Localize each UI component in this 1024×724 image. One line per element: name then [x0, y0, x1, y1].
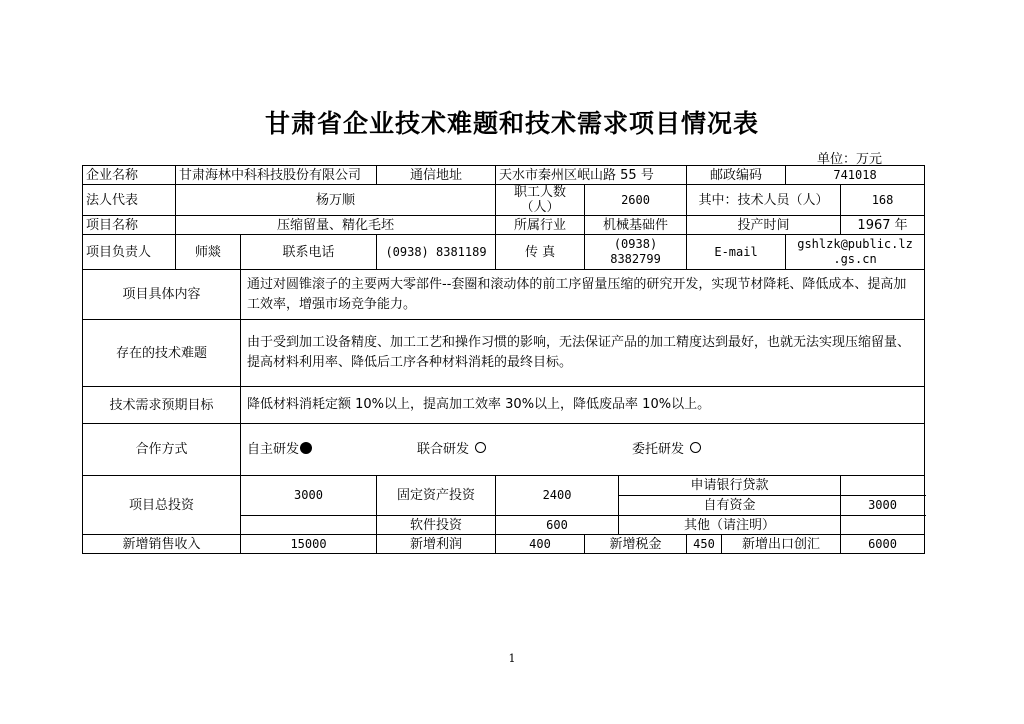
table-row [83, 320, 925, 387]
filled-circle-icon [300, 442, 312, 454]
bank-loan-label: 申请银行贷款 [619, 476, 841, 496]
software-investment-label: 软件投资 [377, 516, 496, 535]
new-sales-label: 新增销售收入 [83, 535, 241, 554]
cooperation-label: 合作方式 [83, 424, 241, 476]
table-row [83, 270, 925, 320]
project-name-value: 压缩留量、精化毛坯 [176, 216, 496, 235]
industry-value: 机械基础件 [585, 216, 687, 235]
empty-circle-icon [690, 442, 701, 453]
tech-staff-value: 168 [841, 185, 925, 216]
fax-label: 传 真 [496, 235, 585, 270]
tech-difficulty-text: 由于受到加工设备精度、加工工艺和操作习惯的影响，无法保证产品的加工精度达到最好，也就无法实现压缩留量、提高材料利用率、降低后工序各种材料消耗的最终目标。 [241, 320, 925, 387]
own-funds-value: 3000 [841, 496, 925, 516]
bank-loan-value [841, 476, 925, 496]
total-investment-value: 3000 [241, 476, 377, 516]
table-row [83, 216, 925, 235]
address-label: 通信地址 [377, 166, 496, 185]
option-self-rd[interactable] [247, 440, 417, 460]
project-name-label: 项目名称 [83, 216, 176, 235]
total-investment-label: 项目总投资 [83, 476, 241, 535]
other-label: 其他（请注明） [619, 516, 841, 535]
table-row [83, 166, 925, 185]
expected-goal-label: 技术需求预期目标 [83, 387, 241, 424]
staff-count-label: 职工人数（人） [496, 185, 585, 216]
legal-rep-value: 杨万顺 [176, 185, 496, 216]
other-value [841, 516, 925, 535]
unit-label: 单位：万元 [817, 152, 883, 167]
email-value-line2: .gs.cn [833, 252, 877, 266]
staff-count-value: 2600 [585, 185, 687, 216]
fixed-assets-value: 2400 [496, 476, 619, 516]
start-time-label: 投产时间 [687, 216, 841, 235]
email-value-line1: gshlzk@public.lz [797, 237, 913, 251]
form-title: 甘肃省企业技术难题和技术需求项目情况表 [264, 109, 759, 138]
new-profit-value: 400 [496, 535, 585, 554]
table-row [83, 185, 925, 216]
phone-label: 联系电话 [241, 235, 377, 270]
option-entrusted-rd[interactable] [632, 440, 701, 460]
postcode-label: 邮政编码 [687, 166, 786, 185]
option-self-rd-label: 自主研发 [247, 441, 300, 457]
fax-value-line2: 8382799 [610, 252, 661, 266]
new-export-label: 新增出口创汇 [722, 535, 841, 554]
tech-difficulty-label: 存在的技术难题 [83, 320, 241, 387]
industry-label: 所属行业 [496, 216, 585, 235]
start-time-value: 1967 年 [841, 216, 925, 235]
table-row [83, 535, 925, 554]
tech-staff-label: 其中：技术人员（人） [687, 185, 841, 216]
option-joint-rd[interactable] [417, 440, 632, 460]
phone-value: (0938) 8381189 [377, 235, 496, 270]
new-sales-value: 15000 [241, 535, 377, 554]
own-funds-label: 自有资金 [619, 496, 841, 516]
email-label: E-mail [687, 235, 786, 270]
legal-rep-label: 法人代表 [83, 185, 176, 216]
project-content-text: 通过对圆锥滚子的主要两大零部件--套圈和滚动体的前工序留量压缩的研究开发，实现节材降耗、降低成本、提高加工效率，增强市场竞争能力。 [241, 270, 925, 320]
project-leader-label: 项目负责人 [83, 235, 176, 270]
email-value [786, 235, 925, 270]
project-info-table [82, 165, 925, 554]
fax-value [585, 235, 687, 270]
fixed-assets-label: 固定资产投资 [377, 476, 496, 516]
cooperation-options [241, 424, 925, 476]
empty-circle-icon [475, 442, 486, 453]
new-profit-label: 新增利润 [377, 535, 496, 554]
expected-goal-text: 降低材料消耗定额 10%以上，提高加工效率 30%以上，降低废品率 10%以上。 [241, 387, 925, 424]
new-tax-label: 新增税金 [585, 535, 687, 554]
new-tax-value: 450 [687, 535, 722, 554]
project-leader-value: 师燚 [176, 235, 241, 270]
company-name-label: 企业名称 [83, 166, 176, 185]
total-investment-value-cont [241, 516, 377, 535]
fax-value-line1: (0938) [613, 237, 658, 251]
page-number: 1 [508, 652, 516, 665]
company-name-value: 甘肃海林中科科技股份有限公司 [176, 166, 377, 185]
software-investment-value: 600 [496, 516, 619, 535]
option-joint-rd-label: 联合研发 [417, 441, 470, 457]
postcode-value: 741018 [786, 166, 925, 185]
table-row [83, 424, 925, 476]
table-row [83, 387, 925, 424]
new-export-value: 6000 [841, 535, 925, 554]
table-row [83, 476, 925, 496]
project-content-label: 项目具体内容 [83, 270, 241, 320]
option-entrusted-rd-label: 委托研发 [632, 441, 685, 457]
table-row [83, 235, 925, 270]
address-value: 天水市秦州区岷山路 55 号 [496, 166, 687, 185]
